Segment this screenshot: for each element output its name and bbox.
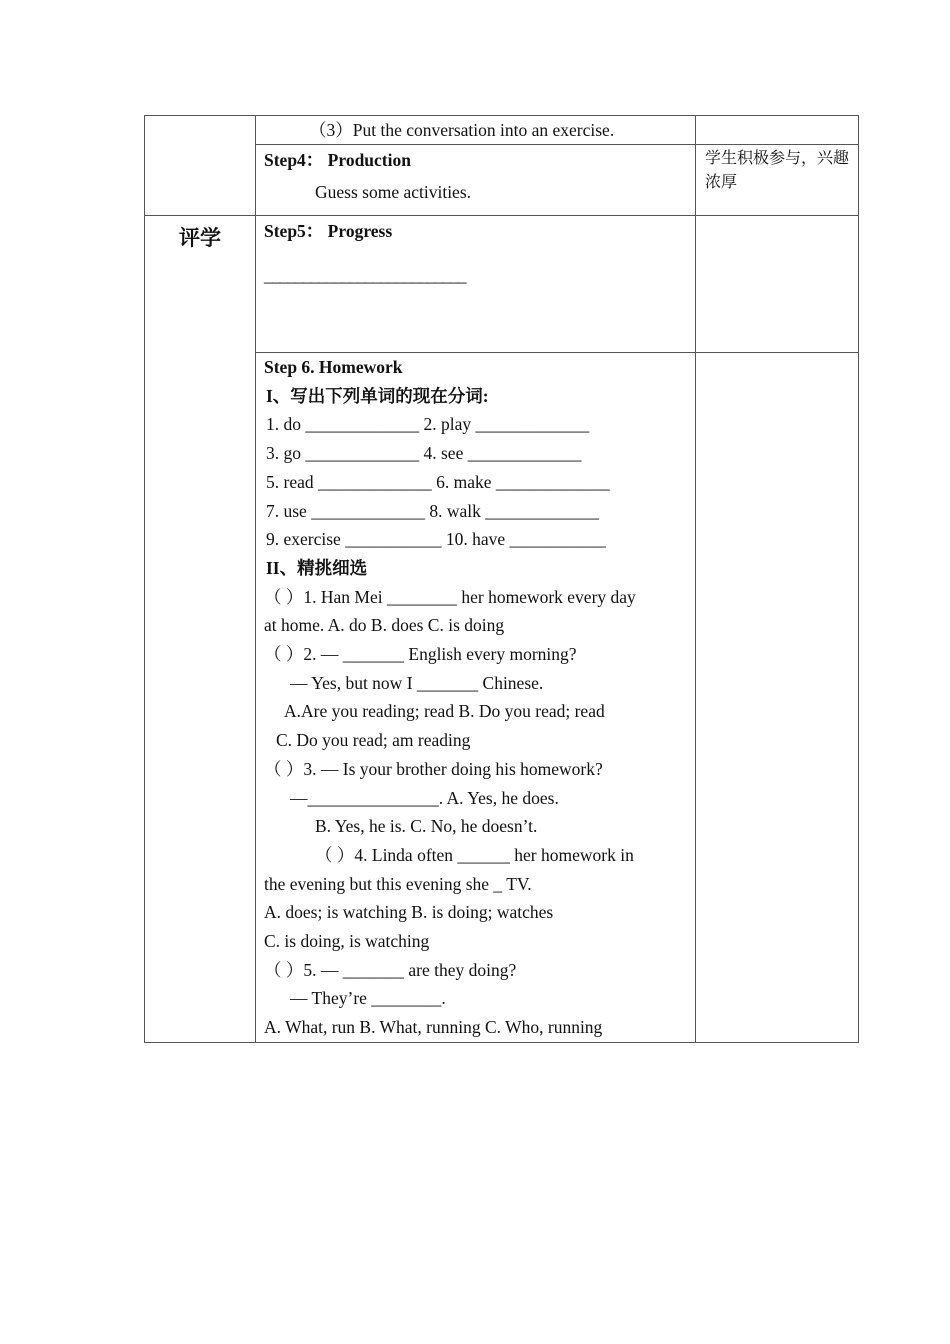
note-cell-empty-2 xyxy=(696,216,859,353)
step3-exercise-text: （3）Put the conversation into an exercise. xyxy=(309,120,615,140)
homework-cell xyxy=(256,353,696,1043)
question-5-line: — They’re ________. xyxy=(290,988,446,1009)
part1-line: 3. go _____________ 4. see _____________ xyxy=(266,443,582,464)
step4-cell xyxy=(256,145,696,216)
question-5-options: A. What, run B. What, running C. Who, running xyxy=(264,1017,603,1038)
question-4-options: A. does; is watching B. is doing; watches xyxy=(264,902,554,923)
question-1-line: （ ）1. Han Mei ________ her homework every day xyxy=(264,586,636,607)
question-2-line: （ ）2. — _______ English every morning? xyxy=(264,644,577,665)
step4-note: 学生积极参与，兴趣浓厚 xyxy=(705,150,850,191)
row-step5-progress xyxy=(145,216,859,353)
question-4-options: C. is doing, is watching xyxy=(264,931,430,952)
step5-title: Step5： Progress xyxy=(264,221,393,241)
row-step3-exercise xyxy=(145,116,859,145)
step5-blank: __________________________ xyxy=(264,264,466,285)
question-3-options: B. Yes, he is. C. No, he doesn’t. xyxy=(315,816,538,837)
step4-title: Step4： Production xyxy=(264,150,411,170)
part1-line: 5. read _____________ 6. make _____________ xyxy=(266,471,610,492)
note-cell-empty-3 xyxy=(696,353,859,1043)
question-3-options: —_______________. A. Yes, he does. xyxy=(290,787,559,808)
section-cell-empty xyxy=(145,116,256,216)
question-2-options: A.Are you reading; read B. Do you read; read xyxy=(284,701,605,722)
part1-line: 1. do _____________ 2. play _____________ xyxy=(266,414,590,435)
part1-title: I、写出下列单词的现在分词: xyxy=(266,385,489,406)
question-4-line: the evening but this evening she _ TV. xyxy=(264,873,532,894)
question-5-line: （ ）5. — _______ are they doing? xyxy=(264,959,517,980)
step4-body: Guess some activities. xyxy=(315,181,472,202)
section-cell-pingxue xyxy=(145,216,256,1043)
step3-cell xyxy=(256,116,696,145)
part2-title: II、精挑细选 xyxy=(266,557,368,578)
question-2-options: C. Do you read; am reading xyxy=(276,730,471,751)
step5-cell xyxy=(256,216,696,353)
lesson-plan-table xyxy=(144,115,859,1043)
homework-title: Step 6. Homework xyxy=(264,357,403,377)
section-label: 评学 xyxy=(179,226,221,250)
part1-line: 7. use _____________ 8. walk _____________ xyxy=(266,500,599,521)
question-4-line: （ ）4. Linda often ______ her homework in xyxy=(315,844,634,865)
step4-note-cell xyxy=(696,145,859,216)
question-1-options: at home. A. do B. does C. is doing xyxy=(264,615,505,636)
note-cell-empty-1 xyxy=(696,116,859,145)
question-2-line: — Yes, but now I _______ Chinese. xyxy=(290,672,544,693)
part1-line: 9. exercise ___________ 10. have ___________ xyxy=(266,529,606,550)
question-3-line: （ ）3. — Is your brother doing his homework? xyxy=(264,758,603,779)
